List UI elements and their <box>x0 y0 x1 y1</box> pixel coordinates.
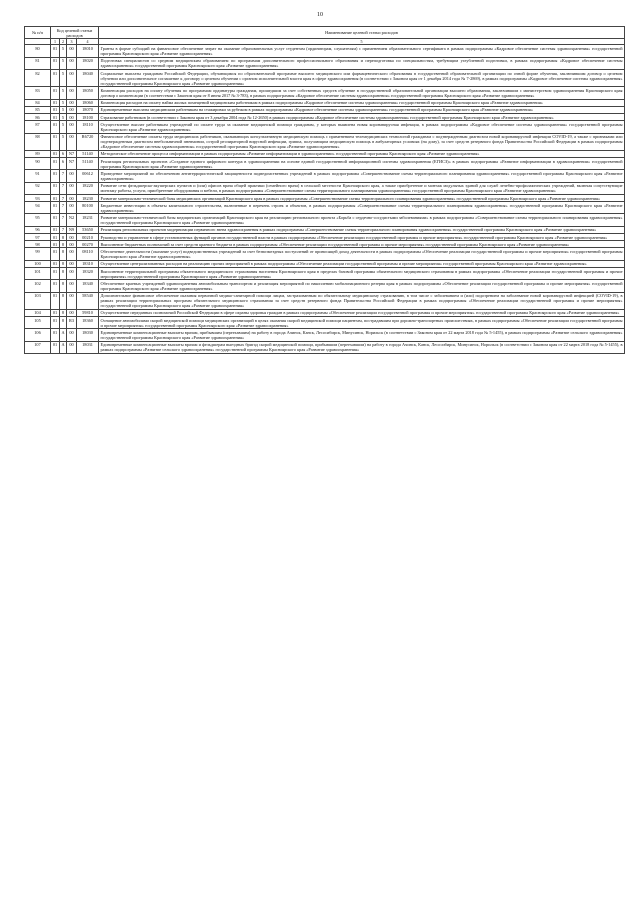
code-cell: 8 <box>60 233 67 240</box>
code-cell: 00 <box>67 329 77 341</box>
code-cell: 8 <box>60 280 67 292</box>
item-name-cell: Реализация региональных проектов модернизации первичного звена здравоохранения в рамках подпрограммы «Совершенствование схемы территориального планирования здравоохранения» государственной программы Красноярского края «Развитие здравоохранения» <box>99 226 625 233</box>
item-name-cell: Финансовое обеспечение оплаты труда медицинских работников, оказывающих консультативную медицинскую помощь с применением телемедицинских технологий гражданам с подтвержденным диагнозом новой коронавирусной инфекции COVID-19, а также с признаками или подтвержденным диагнозом внебольничной пневмонии, острой респираторной вирусной инфекции, гриппа, получающим медицинскую помощь в амбулаторных условиях (на дому), за счет средств резервного фонда Правительства Российской Федерации в рамках подпрограммы «Кадровое обеспечение системы здравоохранения» государственной программы Красноярского края «Развитие здравоохранения» <box>100 134 623 150</box>
code-cell: 00 <box>67 121 77 133</box>
code-cell: 18100 <box>77 114 99 121</box>
item-name-cell: Методическое обеспечение процесса информатизации в рамках подпрограммы «Развитие информатизации в здравоохранении» государственной программы Красноярского края «Развитие здравоохранения» <box>99 150 625 157</box>
row-number-cell: 104 <box>25 309 51 316</box>
code-cell: 18060 <box>77 99 99 106</box>
row-number-cell: 96 <box>25 226 51 233</box>
code-cell: 5 <box>60 57 67 69</box>
table-row <box>25 45 625 57</box>
code-cell: 00 <box>67 133 77 150</box>
item-name-cell: Реализация региональных проектов «Создание единого цифрового контура в здравоохранении на основе единой государственной информационной системы здравоохранения (ЕГИСЗ)» в рамках подпрограммы «Развитие информатизации в здравоохранении» государственной программы Красноярского края «Развитие здравоохранения» <box>100 158 623 169</box>
table-header-row <box>25 27 625 39</box>
code-cell: 18310 <box>77 260 99 267</box>
item-name-cell: Осуществление выплат работникам учреждений по оплате труда за оказание медицинской помощи гражданам, у которых выявлена новая коронавирусная инфекция, в рамках подпрограммы «Кадровое обеспечение системы здравоохранения» государственной программы Красноярского края «Развитие здравоохранения» <box>100 121 623 132</box>
row-number-cell: 84 <box>25 99 51 106</box>
code-cell: 00612 <box>77 170 99 182</box>
code-cell: 00210 <box>77 233 99 240</box>
row-number-cell: 95 <box>25 214 51 226</box>
item-name-cell: Обеспечение деятельности (оказание услуг) подведомственных учреждений за счет безвозмездных поступлений от приносящей доход деятельности в рамках подпрограммы «Обеспечение реализации государственной программы и прочие мероприятия» государственной программы Красноярского края «Развитие здравоохранения» <box>100 249 623 260</box>
code-cell: 7 <box>60 170 67 182</box>
item-name-cell: Единовременные компенсационные выплаты врачам и фельдшерам выездных бригад скорой медицинской помощи, прибывшим (переехавшим) на работу в города Ачинск, Канск, Лесосибирск, Минусинск, Норильск (в соответствии с Законом края от 22 марта 2018 года № 5-1455), в рамках подпрограммы «Развитие сельского здравоохранения» государственной программы Красноярского края «Развитие здравоохранения» <box>100 342 623 353</box>
row-number-cell: 81 <box>25 57 51 69</box>
table-row <box>25 309 625 316</box>
row-number-cell: 99 <box>25 248 51 260</box>
row-number-cell: 91 <box>25 170 51 182</box>
column-number: 2 <box>60 39 67 45</box>
code-cell: 58540 <box>77 292 99 309</box>
row-number-cell: 86 <box>25 114 51 121</box>
code-cell: 59810 <box>77 309 99 316</box>
code-cell: N2 <box>67 214 77 226</box>
row-number-cell: 89 <box>25 150 51 157</box>
code-cell: 00 <box>67 202 77 214</box>
code-cell: 01 <box>51 114 60 121</box>
code-cell: 00 <box>67 260 77 267</box>
code-cell: 8 <box>60 260 67 267</box>
row-number-cell: 101 <box>25 267 51 279</box>
code-cell: 00 <box>67 241 77 248</box>
code-cell: 5 <box>60 121 67 133</box>
table-row <box>25 248 625 260</box>
item-name-cell: Выполнение бюджетных полномочий за счет средств краевого бюджета в рамках подпрограммы «Обеспечение реализации государственной программы и прочие мероприятия» государственной программы Красноярского края «Развитие здравоохранения» <box>99 241 625 248</box>
row-number-cell: 85 <box>25 106 51 113</box>
code-cell: 5 <box>60 87 67 99</box>
code-cell: 00 <box>67 233 77 240</box>
code-cell: 00 <box>67 341 77 353</box>
table-row <box>25 158 625 170</box>
header-name: Наименование целевой статьи расходов <box>99 27 625 39</box>
code-cell: 01 <box>51 106 60 113</box>
code-cell: 18020 <box>77 57 99 69</box>
code-cell: 01 <box>51 226 60 233</box>
table-row <box>25 99 625 106</box>
table-row <box>25 341 625 353</box>
code-cell: 18340 <box>77 280 99 292</box>
code-cell: А <box>60 341 67 353</box>
code-cell: 01 <box>51 329 60 341</box>
code-cell: 00 <box>67 87 77 99</box>
row-number-cell: 92 <box>25 182 51 194</box>
code-cell: 01 <box>51 309 60 316</box>
row-number-cell: 107 <box>25 341 51 353</box>
row-number-cell: 102 <box>25 280 51 292</box>
column-number: 3 <box>67 39 77 45</box>
code-cell: 00 <box>67 170 77 182</box>
code-cell: 18070 <box>77 106 99 113</box>
code-cell: 5 <box>60 133 67 150</box>
code-cell: 01 <box>51 150 60 157</box>
header-row-number: № п/п <box>25 27 51 39</box>
code-cell: 5 <box>60 45 67 57</box>
code-cell: 51140 <box>77 158 99 170</box>
table-row <box>25 317 625 329</box>
item-name-cell: Проведение мероприятий по обеспечению антитеррористической защищенности подведомственных учреждений в рамках подпрограммы «Совершенствование схемы территориального планирования здравоохранения» государственной программы Красноярского края «Развитие здравоохранения» <box>100 170 623 182</box>
code-cell: 18050 <box>77 87 99 99</box>
code-cell: 01 <box>51 260 60 267</box>
code-cell: 8 <box>60 241 67 248</box>
item-name-cell: Компенсация расходов на оплату найма жилых помещений медицинским работникам в рамках подпрограммы «Кадровое обеспечение системы здравоохранения» государственной программы Красноярского края «Развитие здравоохранения» <box>99 99 625 106</box>
header-code: Код целевой статьи расходов <box>51 27 99 39</box>
code-cell: 18040 <box>77 69 99 86</box>
code-cell: 18360 <box>77 317 99 329</box>
code-cell: 8 <box>60 292 67 309</box>
row-number-cell: 82 <box>25 69 51 86</box>
code-cell: 00 <box>67 114 77 121</box>
table-row <box>25 241 625 248</box>
table-row <box>25 226 625 233</box>
table-row <box>25 114 625 121</box>
table-row <box>25 214 625 226</box>
code-cell: 01 <box>51 133 60 150</box>
code-cell: 53650 <box>77 226 99 233</box>
code-cell: 8 <box>60 309 67 316</box>
table-row <box>25 260 625 267</box>
code-cell: 01 <box>51 57 60 69</box>
target-items-table <box>24 26 625 354</box>
code-cell: 01 <box>51 99 60 106</box>
code-cell: 01 <box>51 194 60 201</box>
item-name-cell: Единовременные компенсационные выплаты врачам, прибывшим (переехавшим) на работу в города Ачинск, Канск, Лесосибирск, Минусинск, Норильск (в соответствии с Законом края от 22 марта 2018 года № 5-1455), в рамках подпрограммы «Развитие сельского здравоохранения» государственной программы Красноярского края «Развитие здравоохранения» <box>100 329 623 340</box>
column-number: 5 <box>99 39 625 45</box>
code-cell: 00 <box>67 267 77 279</box>
row-number-cell: 106 <box>25 329 51 341</box>
table-row <box>25 87 625 99</box>
code-cell: 01 <box>51 87 60 99</box>
item-name-cell: Обеспечение краевых учреждений здравоохранения автомобильным транспортом и реализация мероприятий по накоплению мобилизационного резерва края в рамках подпрограммы «Обеспечение реализации государственной программы и прочие мероприятия» государственной программы Красноярского края «Развитие здравоохранения» <box>100 280 623 291</box>
page-number: 10 <box>317 12 323 18</box>
code-cell: 01 <box>51 317 60 329</box>
code-cell: 00 <box>67 280 77 292</box>
table-row <box>25 292 625 309</box>
code-cell: 01 <box>51 121 60 133</box>
table-row <box>25 106 625 113</box>
table-row <box>25 133 625 150</box>
item-name-cell: Выполнение территориальной программы обязательного медицинского страхования населения Красноярского края в пределах базовой программы обязательного медицинского страхования в рамках подпрограммы «Обеспечение реализации государственной программы и прочие мероприятия» государственной программы Красноярского края «Развитие здравоохранения» <box>100 268 623 279</box>
code-cell: 8 <box>60 248 67 260</box>
row-number-cell: 83 <box>25 87 51 99</box>
code-cell: R6720 <box>77 133 99 150</box>
table-row <box>25 121 625 133</box>
table-row <box>25 202 625 214</box>
code-cell: 00 <box>67 182 77 194</box>
code-cell: 01 <box>51 267 60 279</box>
row-number-cell: 87 <box>25 121 51 133</box>
item-name-cell: Подготовка специалистов со средним медицинским образованием по программам дополнительного профессионального образования и переподготовка по специальностям, требующим углубленной подготовки, в рамках подпрограммы «Кадровое обеспечение системы здравоохранения» государственной программы Красноярского края «Развитие здравоохранения» <box>100 58 623 69</box>
column-number: 1 <box>51 39 60 45</box>
item-name-cell: Страхование работников (в соответствии с Законом края от 3 декабря 2004 года № 12-2650) в рамках подпрограммы «Кадровое обеспечение системы здравоохранения» государственной программы Красноярского края «Развитие здравоохранения» <box>99 114 625 121</box>
item-name-cell: Оснащение автомобилями скорой медицинской помощи медицинских организаций в целях оказания скорой медицинской помощи пациентам, пострадавшим при дорожно-транспортных происшествиях, в рамках подпрограммы «Обеспечение реализации государственной программы и прочие мероприятия» государственной программы Красноярского края «Развитие здравоохранения» <box>100 317 623 328</box>
code-cell: 18320 <box>77 267 99 279</box>
row-number-cell: 105 <box>25 317 51 329</box>
code-cell: 01 <box>51 202 60 214</box>
row-number-cell: 93 <box>25 194 51 201</box>
code-cell: 00 <box>67 45 77 57</box>
code-cell: 8 <box>60 317 67 329</box>
code-cell: 01 <box>51 45 60 57</box>
code-cell: 01 <box>51 170 60 182</box>
item-name-cell: Осуществление переданных полномочий Российской Федерации в сфере охраны здоровья граждан в рамках подпрограммы «Обеспечение реализации государственной программы и прочие мероприятия» государственной программы Красноярского края «Развитие здравоохранения» <box>99 309 625 316</box>
code-cell: 7 <box>60 226 67 233</box>
code-cell: N9 <box>67 226 77 233</box>
code-cell: 7 <box>60 202 67 214</box>
row-number-cell: 97 <box>25 233 51 240</box>
code-cell: 01 <box>51 341 60 353</box>
code-cell: 00 <box>67 106 77 113</box>
table-row <box>25 280 625 292</box>
code-cell: 5 <box>60 106 67 113</box>
row-number-cell: 100 <box>25 260 51 267</box>
code-cell: N7 <box>67 150 77 157</box>
code-cell: 7 <box>60 194 67 201</box>
code-cell: 51140 <box>77 150 99 157</box>
code-cell: 7 <box>60 214 67 226</box>
code-cell: 18110 <box>77 121 99 133</box>
code-cell: 01 <box>51 214 60 226</box>
item-name-cell: Единовременные выплаты медицинским работникам на стажировки за рубежом в рамках подпрограммы «Кадровое обеспечение системы здравоохранения» государственной программы Красноярского края «Развитие здравоохранения» <box>99 106 625 113</box>
code-cell: 00 <box>67 69 77 86</box>
row-number-cell: 98 <box>25 241 51 248</box>
item-name-cell: Развитие материально-технической базы медицинских организаций Красноярского края в рамках подпрограммы «Совершенствование схемы территориального планирования здравоохранения» государственной программы Красноярского края «Развитие здравоохранения» <box>99 194 625 201</box>
code-cell: 5 <box>60 99 67 106</box>
code-cell: 18220 <box>77 182 99 194</box>
code-cell: 01 <box>51 280 60 292</box>
code-cell: 01 <box>51 158 60 170</box>
code-cell: N7 <box>67 158 77 170</box>
code-cell: 00 <box>67 292 77 309</box>
column-number: 4 <box>77 39 99 45</box>
code-cell: 5 <box>60 69 67 86</box>
row-number-cell: 88 <box>25 133 51 150</box>
code-cell: 01 <box>51 248 60 260</box>
row-number-cell: 103 <box>25 292 51 309</box>
code-cell: 08110 <box>77 248 99 260</box>
code-cell: 80100 <box>77 202 99 214</box>
table-row <box>25 233 625 240</box>
code-cell: R3 <box>67 317 77 329</box>
row-number-cell: 90 <box>25 158 51 170</box>
table-row <box>25 267 625 279</box>
code-cell: 01 <box>51 241 60 248</box>
code-cell: 00 <box>67 194 77 201</box>
code-cell: А <box>60 329 67 341</box>
table-row <box>25 194 625 201</box>
code-cell: 8 <box>60 267 67 279</box>
code-cell: 01 <box>51 233 60 240</box>
item-name-cell: Бюджетные инвестиции в объекты капитального строительства, включенные в перечень строек и объектов, в рамках подпрограммы «Совершенствование схемы территориального планирования здравоохранения» государственной программы Красноярского края «Развитие здравоохранения» <box>100 202 623 213</box>
item-name-cell: Социальные выплаты гражданам Российской Федерации, обучающимся по образовательной программе высшего медицинского или фармацевтического образования в государственной образовательной организации по очной форме обучения, заключившим договор о целевом обучении или дополнительное соглашение к договору о целевом обучении с органом исполнительной власти края в сфере здравоохранения (в соответствии с Законом края от 1 декабря 2014 года № 7-2869), в рамках подпрограммы «Кадровое обеспечение системы здравоохранения» государственной программы Красноярского края «Развитие здравоохранения» <box>100 70 623 86</box>
item-name-cell: Руководство и управление в сфере установленных функций органов государственной власти в рамках подпрограммы «Обеспечение реализации государственной программы и прочие мероприятия» государственной программы Красноярского края «Развитие здравоохранения» <box>99 233 625 240</box>
code-cell: 18010 <box>77 45 99 57</box>
item-name-cell: Компенсация расходов на оплату обучения по программам ординатуры гражданам, прошедшим за счет собственных средств обучение в государственной образовательной организации высшего образования, заключившим с министерством здравоохранения Красноярского края договор о компенсации (в соответствии с Законом края от 8 июня 2017 № 3-783), в рамках подпрограммы «Кадровое обеспечение системы здравоохранения» государственной программы Красноярского края «Развитие здравоохранения» <box>100 87 623 98</box>
item-name-cell: Развитие сети фельдшерско-акушерских пунктов и (или) офисов врача общей практики (семейного врача) в сельской местности Красноярского края, а также приобретение и монтаж модульных зданий для служб лечебно-профилактических учреждений, включая сопутствующие монтажу работы, услуги, приобретение оборудования и мебели, в рамках подпрограммы «Совершенствование схемы территориального планирования здравоохранения» государственной программы Красноярского края «Развитие здравоохранения» <box>100 183 623 194</box>
table-row <box>25 57 625 69</box>
row-number-cell: 80 <box>25 45 51 57</box>
code-cell: 18030 <box>77 329 99 341</box>
code-cell: 00 <box>67 248 77 260</box>
table-row <box>25 69 625 86</box>
code-cell: 7 <box>60 182 67 194</box>
row-number-cell: 94 <box>25 202 51 214</box>
code-cell: 00 <box>67 309 77 316</box>
item-name-cell: Дополнительное финансовое обеспечение оказания первичной медико-санитарной помощи лицам, застрахованным по обязательному медицинскому страхованию, в том числе с заболеванием и (или) подозрением на заболевание новой коронавирусной инфекцией (COVID-19), в рамках реализации территориальных программ обязательного медицинского страхования за счет средств резервного фонда Правительства Российской Федерации в рамках подпрограммы «Обеспечение реализации государственной программы и прочие мероприятия» государственной программы Красноярского края «Развитие здравоохранения» <box>100 293 623 309</box>
item-name-cell: Развитие материально-технической базы медицинских организаций Красноярского края на реализацию регионального проекта «Борьба с сердечно-сосудистыми заболеваниями» в рамках подпрограммы «Совершенствование схемы территориального планирования здравоохранения» государственной программы Красноярского края «Развитие здравоохранения» <box>100 215 623 226</box>
code-cell: 01 <box>51 292 60 309</box>
code-cell: 01 <box>51 182 60 194</box>
table-row <box>25 329 625 341</box>
code-cell: 00270 <box>77 241 99 248</box>
code-cell: 6 <box>60 158 67 170</box>
table-row <box>25 182 625 194</box>
code-cell: 18231 <box>77 214 99 226</box>
code-cell: 01 <box>51 69 60 86</box>
item-name-cell: Гранты в форме субсидий на финансовое обеспечение затрат на оказание образовательных услуг студентам (ординаторам, слушателям) с применением образовательного сертификата в рамках подпрограммы «Кадровое обеспечение системы здравоохранения» государственной программы Красноярского края «Развитие здравоохранения» <box>100 45 623 57</box>
code-cell: 00 <box>67 99 77 106</box>
code-cell: 18031 <box>77 341 99 353</box>
table-row <box>25 170 625 182</box>
code-cell: 5 <box>60 114 67 121</box>
code-cell: 00 <box>67 57 77 69</box>
code-cell: 18230 <box>77 194 99 201</box>
code-cell: 6 <box>60 150 67 157</box>
table-row <box>25 150 625 157</box>
item-name-cell: Осуществление централизованных расходов на реализацию прочих мероприятий в рамках подпрограммы «Обеспечение реализации государственной программы и прочие мероприятия» государственной программы Красноярского края «Развитие здравоохранения» <box>99 260 625 267</box>
